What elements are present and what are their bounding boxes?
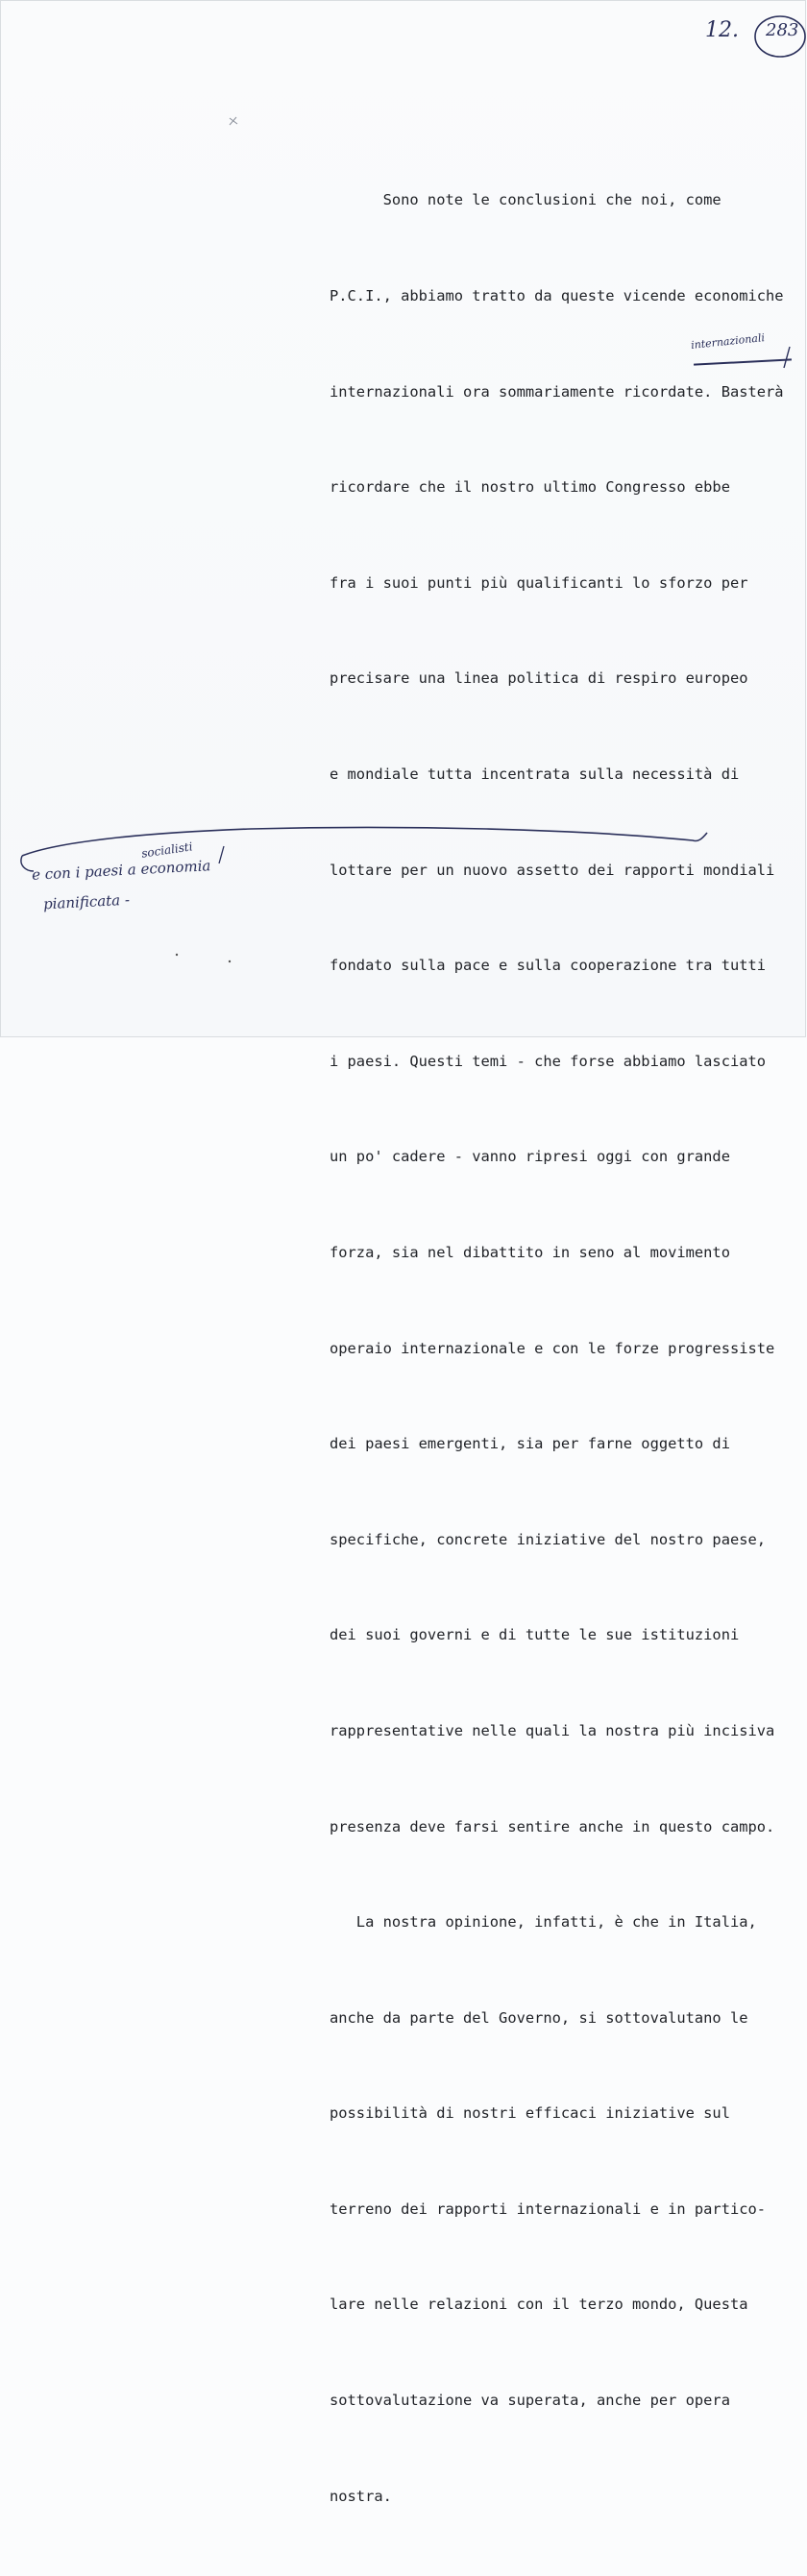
text-line: e mondiale tutta incentrata sulla necessità di: [330, 765, 740, 783]
circled-page-number: 283: [766, 20, 799, 40]
text-line: lare nelle relazioni con il terzo mondo, Questa: [330, 2296, 748, 2314]
text-line: nostra.: [330, 2487, 392, 2505]
insertion-hook: [21, 856, 34, 871]
text-line: fra i suoi punti più qualificanti lo sforzo per: [330, 573, 748, 592]
text-line: P.C.I., abbiamo tratto da queste vicende economiche: [330, 287, 784, 304]
text-line: lottare per un nuovo assetto dei rapporti mondiali: [330, 861, 775, 879]
margin-note-line-2: pianificata -: [42, 890, 131, 913]
stray-dot: [176, 954, 178, 956]
text-line: La nostra opinione, infatti, è che in Italia,: [330, 1913, 757, 1932]
text-line: Sono note le conclusioni che noi, come: [330, 191, 721, 209]
text-line: dei paesi emergenti, sia per farne oggetto di: [330, 1435, 730, 1453]
text-line: dei suoi governi e di tutte le sue istituzioni: [330, 1626, 740, 1644]
text-line: i paesi. Questi temi - che forse abbiamo lasciato: [330, 1052, 767, 1070]
stray-mark: [230, 117, 237, 125]
text-line: specifiche, concrete iniziative del nostro paese,: [330, 1530, 767, 1548]
stray-dot: [229, 960, 231, 962]
text-line: precisare una linea politica di respiro europeo: [330, 669, 748, 688]
text-line: possibilità di nostri efficaci iniziative sul: [330, 2104, 730, 2123]
archive-page-number: 12.: [705, 18, 739, 42]
text-line: forza, sia nel dibattito in seno al movimento: [330, 1243, 730, 1261]
text-line: internazionali ora sommariamente ricordate. Basterà: [330, 382, 784, 401]
text-line: anche da parte del Governo, si sottovalutano le: [330, 2008, 748, 2027]
text-line: rappresentative nelle quali la nostra più incisiva: [330, 1721, 775, 1739]
insertion-slash: [219, 846, 224, 863]
page-number-circle: [755, 16, 805, 57]
insertion-arrow-line: [22, 828, 707, 857]
text-line: terreno dei rapporti internazionali e in partico-: [330, 2199, 767, 2218]
handwritten-insertion-socialisti: socialisti: [140, 839, 194, 861]
insertion-caret: [784, 347, 790, 368]
text-line: ricordare che il nostro ultimo Congresso ebbe: [330, 478, 730, 497]
handwritten-ink-marks: [1, 1, 807, 1038]
text-line: un po' cadere - vanno ripresi oggi con grande: [330, 1148, 730, 1166]
text-line: operaio internazionale e con le forze progressiste: [330, 1339, 775, 1357]
handwritten-insertion-internazionali: internazionali: [690, 331, 766, 352]
text-line: sottovalutazione va superata, anche per opera: [330, 2392, 730, 2410]
text-line: fondato sulla pace e sulla cooperazione tra tutti: [330, 957, 767, 975]
text-line: presenza deve farsi sentire anche in questo campo.: [330, 1817, 775, 1835]
margin-note-line-1: e con i paesi a economia: [31, 857, 211, 884]
